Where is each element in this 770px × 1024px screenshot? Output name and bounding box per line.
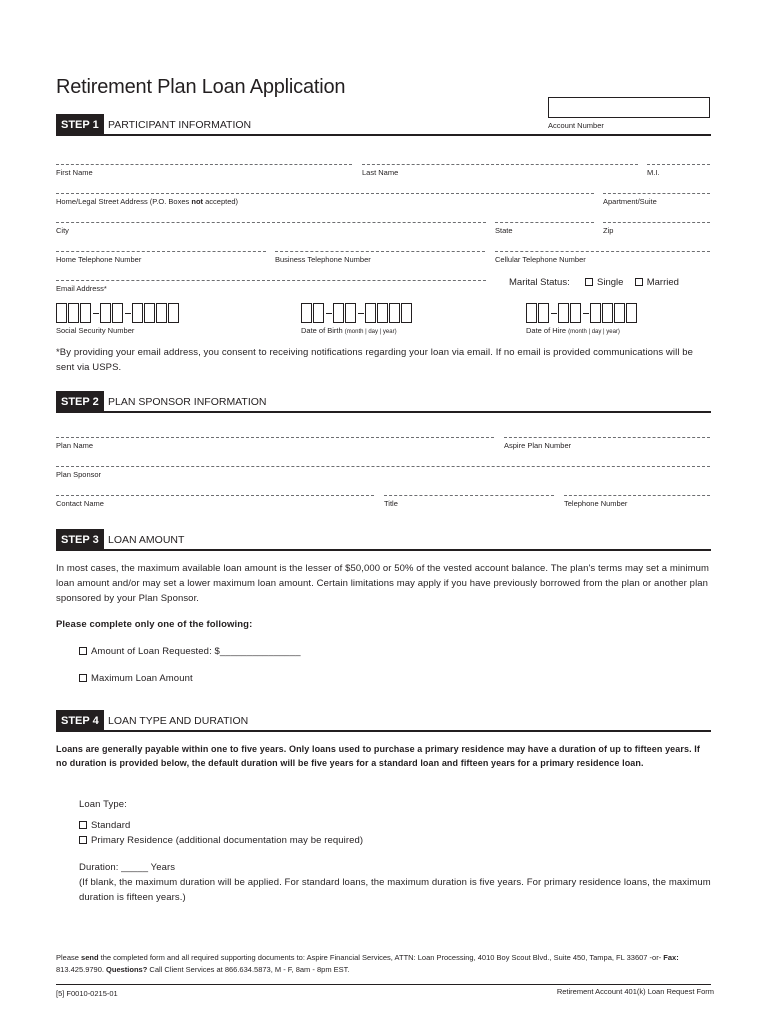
questions-label: Questions? [106, 965, 148, 974]
address-label-pre: Home/Legal Street Address (P.O. Boxes [56, 197, 192, 206]
email-label: Email Address* [56, 284, 107, 293]
loan-amount-instruction: Please complete only one of the following: [56, 619, 253, 630]
address-label-not: not [191, 197, 204, 206]
loan-amount-paragraph: In most cases, the maximum available loan amount is the lesser of $50,000 or 50% of the vested account balance. The plan's terms may set a minimum loan amount and/or may set a lower maximum loan amount. Certain limitations may apply if you have previously borrowed from the plan or another plan sponsored by your Plan Sponsor. [56, 563, 710, 604]
married-checkbox[interactable] [635, 278, 643, 286]
doh-format: (month | day | year) [568, 329, 620, 335]
single-checkbox[interactable] [585, 278, 593, 286]
plan-name-label: Plan Name [56, 441, 94, 450]
contact-name-field[interactable] [56, 495, 374, 496]
standard-checkbox[interactable] [79, 821, 87, 829]
ssn-boxes[interactable] [56, 303, 180, 323]
step2-tag: STEP 2 [56, 391, 104, 413]
account-number-label: Account Number [548, 121, 604, 130]
mi-label: M.I. [647, 168, 660, 177]
zip-label: Zip [603, 226, 614, 235]
step4-title: LOAN TYPE AND DURATION [108, 715, 249, 727]
sponsor-telephone-field[interactable] [564, 495, 710, 496]
married-label: Married [646, 277, 679, 288]
home-phone-label: Home Telephone Number [56, 255, 142, 264]
cell-phone-field[interactable] [495, 251, 710, 252]
marital-status-label: Marital Status: [509, 277, 570, 288]
aspire-plan-number-field[interactable] [504, 437, 710, 438]
first-name-label: First Name [56, 168, 93, 177]
step3-title: LOAN AMOUNT [108, 534, 185, 546]
step4-header [56, 710, 711, 732]
form-code: [5] F0010-0215-01 [56, 989, 118, 998]
business-phone-label: Business Telephone Number [275, 255, 371, 264]
send-pre: Please [56, 953, 82, 962]
city-label: City [56, 226, 69, 235]
duration-field[interactable]: Duration: _____ Years [79, 862, 176, 873]
step3-header [56, 529, 711, 551]
last-name-label: Last Name [362, 168, 399, 177]
apartment-field[interactable] [603, 193, 710, 194]
amount-option [79, 644, 301, 659]
apartment-label: Apartment/Suite [603, 197, 657, 206]
standard-label: Standard [91, 820, 131, 831]
marital-status-group [509, 277, 679, 288]
fax-number: 813.425.9790. [56, 965, 107, 974]
step1-title: PARTICIPANT INFORMATION [108, 119, 252, 131]
street-address-label [56, 197, 238, 206]
state-label: State [495, 226, 513, 235]
footer-divider [56, 984, 711, 985]
dob-format: (month | day | year) [344, 329, 397, 335]
form-title: Retirement Plan Loan Application [56, 76, 346, 98]
aspire-plan-number-label: Aspire Plan Number [504, 441, 572, 450]
send-bold: send [81, 953, 99, 962]
loan-duration-paragraph: Loans are generally payable within one to five years. Only loans used to purchase a primary residence may have a duration of up to fifteen years. If no duration is provided below, the default duration will be five years for a standard loan and fifteen years for a primary residence loan. [56, 744, 700, 768]
plan-sponsor-label: Plan Sponsor [56, 470, 102, 479]
dob-label-group [301, 326, 397, 335]
step2-title: PLAN SPONSOR INFORMATION [108, 396, 267, 408]
single-label: Single [597, 277, 624, 288]
step3-tag: STEP 3 [56, 529, 104, 551]
business-phone-field[interactable] [275, 251, 485, 252]
doh-boxes[interactable] [526, 303, 638, 323]
doh-label: Date of Hire [526, 326, 567, 335]
standard-option [79, 818, 130, 833]
contact-title-field[interactable] [384, 495, 554, 496]
step1-tag: STEP 1 [56, 114, 104, 136]
first-name-field[interactable] [56, 164, 352, 165]
duration-note: (If blank, the maximum duration will be applied. For standard loans, the maximum duration is five years. For primary residence loans, the maximum duration is fifteen years.) [79, 877, 711, 903]
state-field[interactable] [495, 222, 594, 223]
max-amount-checkbox[interactable] [79, 674, 87, 682]
step1-header [56, 114, 711, 136]
primary-residence-checkbox[interactable] [79, 836, 87, 844]
amount-option-label: Amount of Loan Requested: $_______________ [91, 646, 301, 657]
city-field[interactable] [56, 222, 486, 223]
contact-title-label: Title [384, 499, 398, 508]
questions-text: Call Client Services at 866.634.5873, M - F, 8am - 8pm EST. [147, 965, 350, 974]
plan-name-field[interactable] [56, 437, 494, 438]
step2-header [56, 391, 711, 413]
send-instructions [56, 952, 712, 976]
ssn-label: Social Security Number [56, 326, 135, 335]
dob-boxes[interactable] [301, 303, 413, 323]
doh-label-group [526, 326, 620, 335]
form-name: Retirement Account 401(k) Loan Request Form [556, 987, 714, 996]
max-amount-label: Maximum Loan Amount [91, 673, 193, 684]
zip-field[interactable] [603, 222, 710, 223]
home-phone-field[interactable] [56, 251, 266, 252]
contact-name-label: Contact Name [56, 499, 104, 508]
address-label-post: accepted) [203, 197, 239, 206]
max-amount-option [79, 671, 193, 686]
sponsor-telephone-label: Telephone Number [564, 499, 628, 508]
send-text: the completed form and all required supporting documents to: Aspire Financial Services, ATTN: Loan Processing, 4010 Boy Scout Blvd., Suite 450, Tampa, FL 33607 -or- [98, 953, 664, 962]
primary-residence-label: Primary Residence (additional documentation may be required) [91, 835, 364, 846]
mi-field[interactable] [647, 164, 710, 165]
dob-label: Date of Birth [301, 326, 343, 335]
step4-tag: STEP 4 [56, 710, 104, 732]
primary-residence-option [79, 833, 363, 848]
street-address-field[interactable] [56, 193, 594, 194]
email-consent-text: *By providing your email address, you consent to receiving notifications regarding your loan via email. If no email is provided communications will be sent via USPS. [56, 347, 694, 373]
amount-checkbox[interactable] [79, 647, 87, 655]
cell-phone-label: Cellular Telephone Number [495, 255, 586, 264]
email-field[interactable] [56, 280, 486, 281]
last-name-field[interactable] [362, 164, 638, 165]
plan-sponsor-field[interactable] [56, 466, 710, 467]
fax-label: Fax: [663, 953, 679, 962]
loan-type-label: Loan Type: [79, 799, 127, 810]
